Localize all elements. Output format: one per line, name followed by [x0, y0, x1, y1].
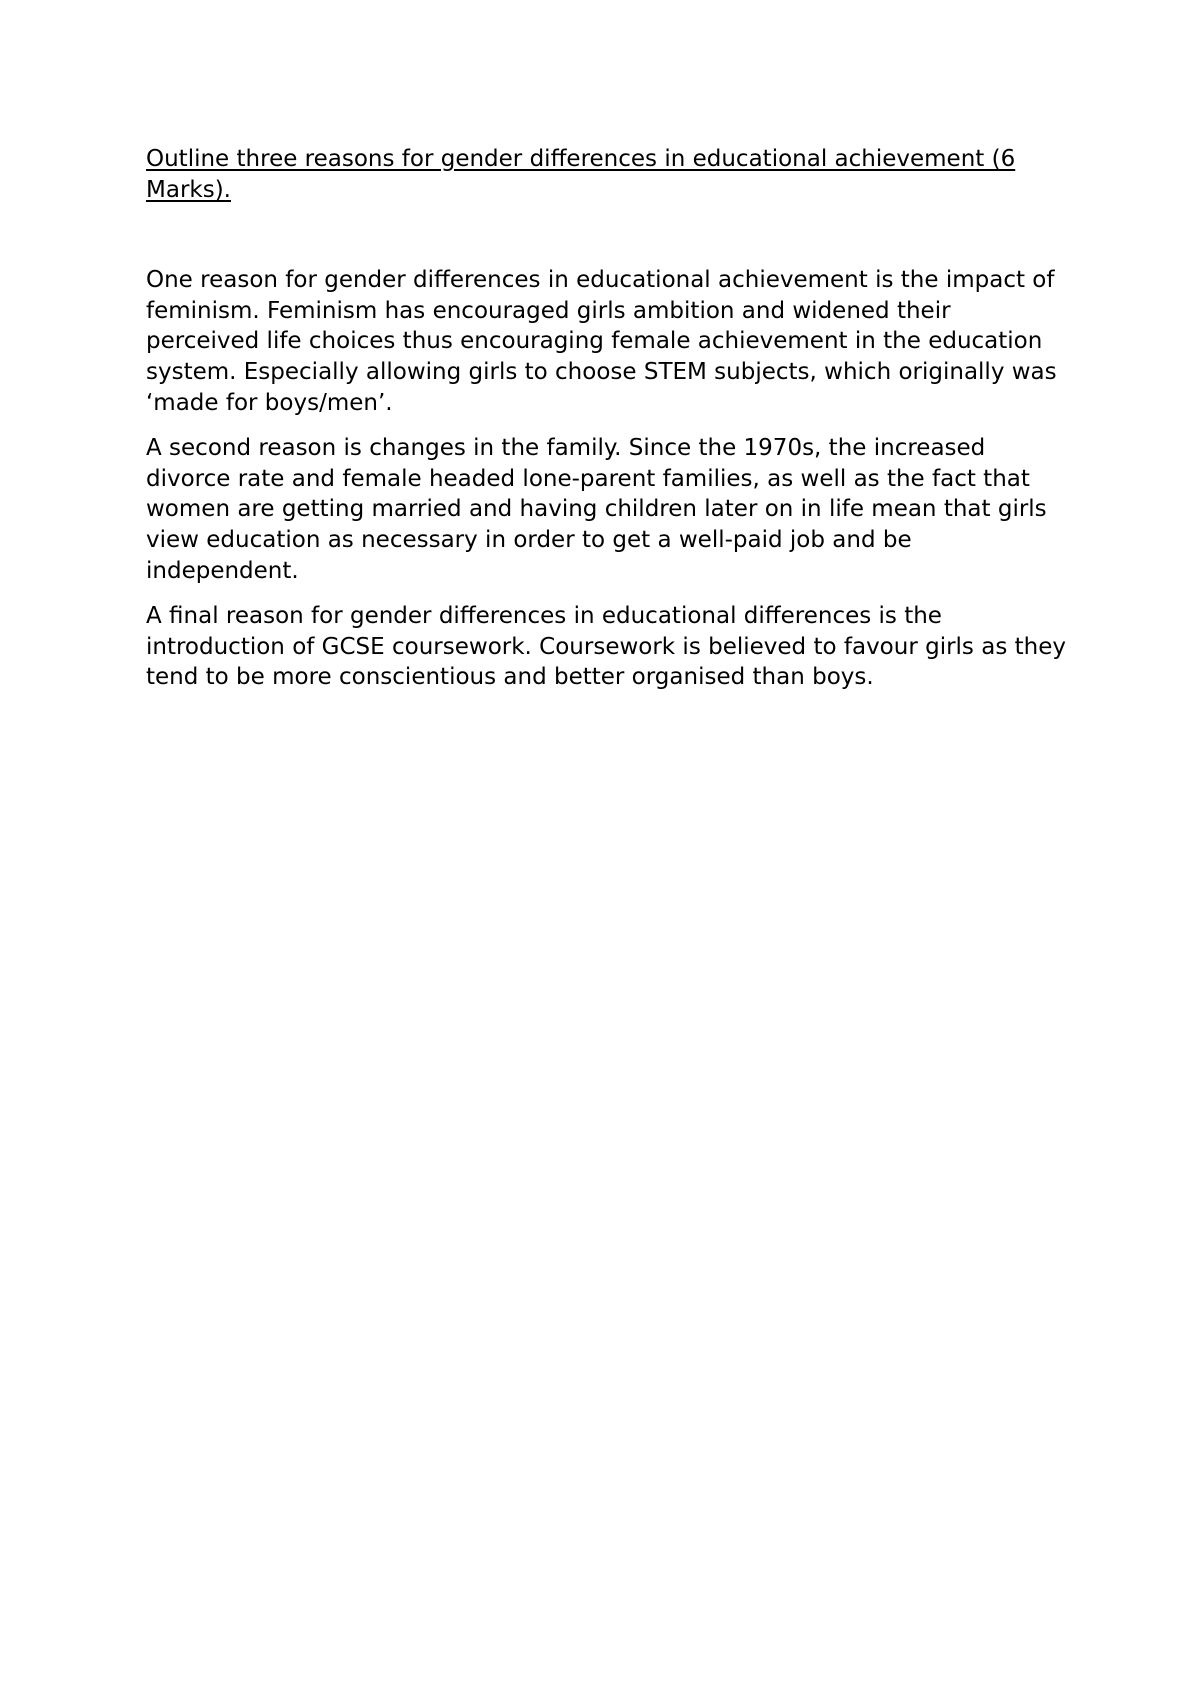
document-body [146, 144, 1066, 708]
answer-paragraph-feminism: One reason for gender differences in educational achievement is the impact of feminism. Feminism has encouraged girls ambition and widened their perceived life choices thus encouraging female achievement in the education system. Especially allowing girls to choose STEM subjects, which originally was ‘made for boys/men’. [146, 267, 1057, 416]
question-heading: Outline three reasons for gender differences in educational achievement (6 Marks). [146, 146, 1016, 203]
answer-paragraph-family: A second reason is changes in the family. Since the 1970s, the increased divorce rate and female headed lone-parent families, as well as the fact that women are getting married and having children later on in life mean that girls view education as necessary in order to get a well-paid job and be independent. [146, 435, 1047, 584]
answer-paragraph-coursework: A final reason for gender differences in educational differences is the introduction of GCSE coursework. Coursework is believed to favour girls as they tend to be more conscientious and better organised than boys. [146, 603, 1066, 691]
